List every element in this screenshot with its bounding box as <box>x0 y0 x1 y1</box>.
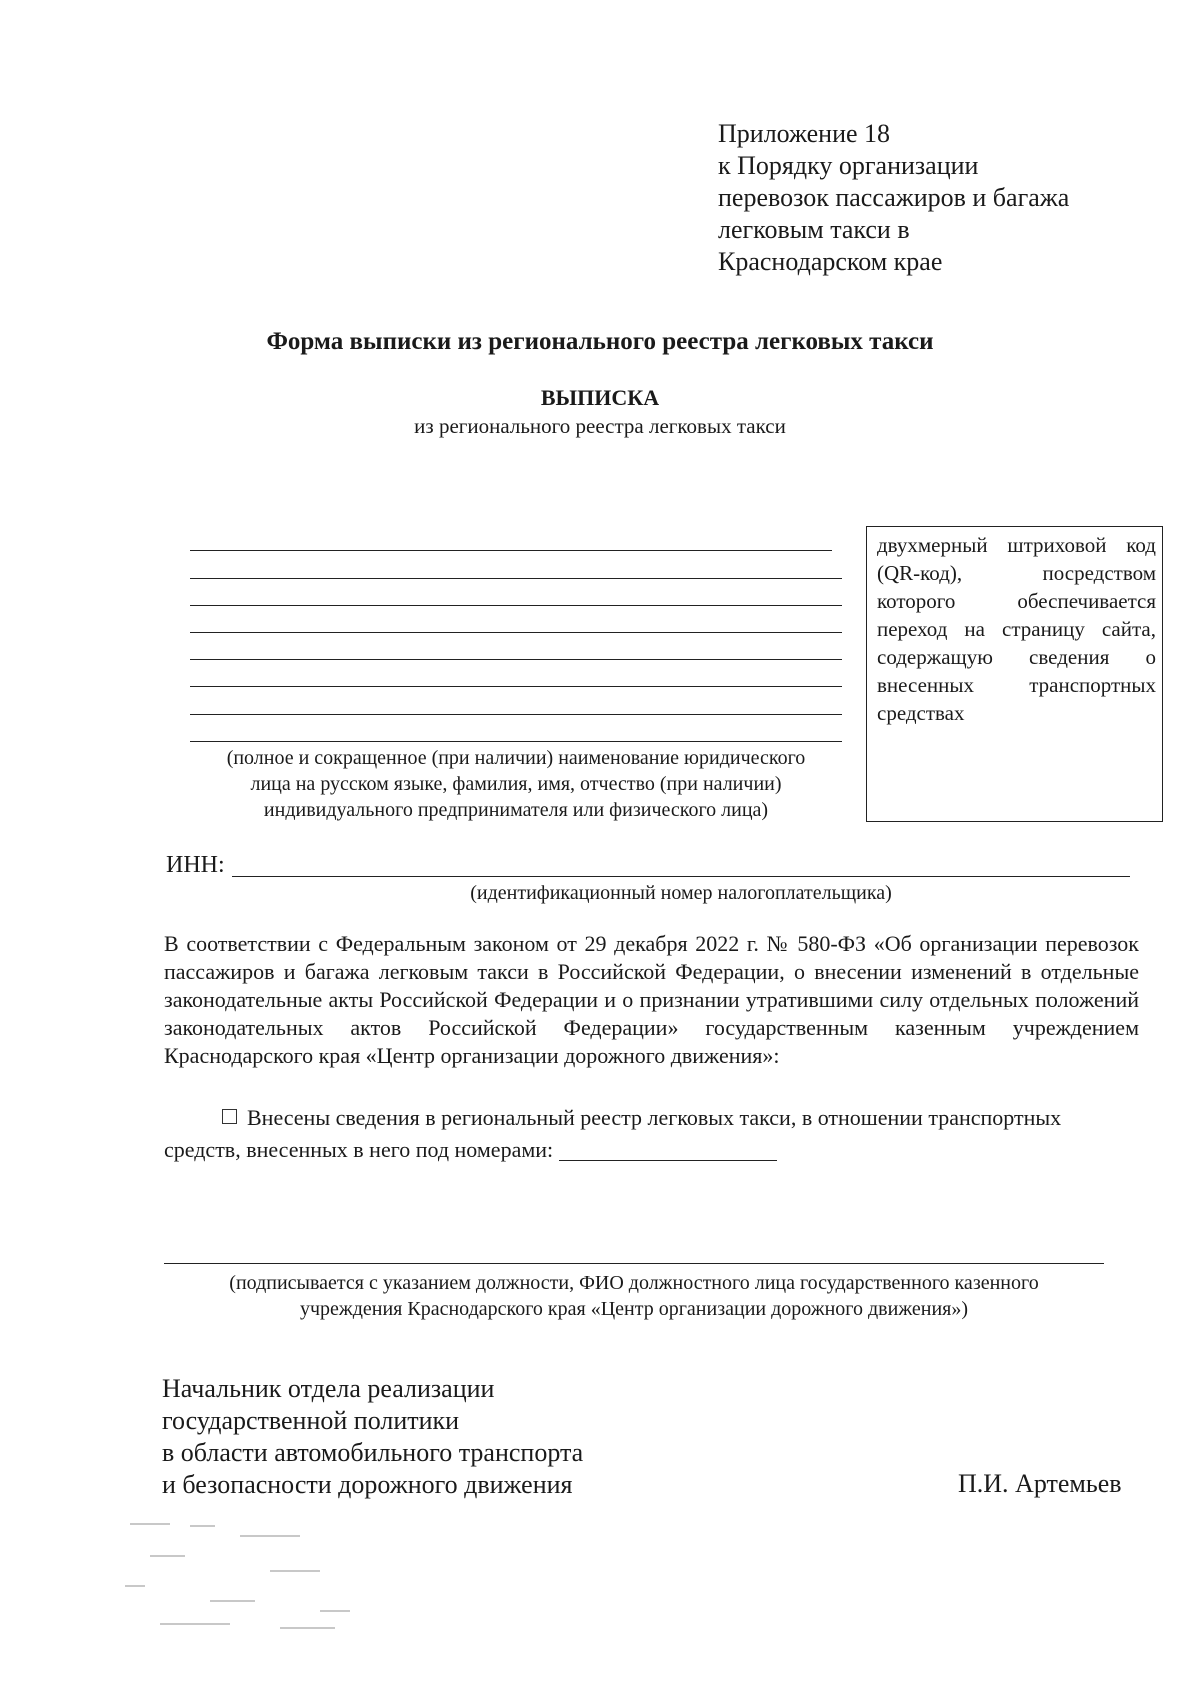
blank-line <box>190 605 842 606</box>
registry-entry-statement <box>164 1102 1139 1166</box>
caption-line: лица на русском языке, фамилия, имя, отчество (при наличии) <box>250 773 782 795</box>
blank-line <box>190 659 842 660</box>
appendix-line: перевозок пассажиров и багажа <box>718 183 1070 212</box>
legal-basis-paragraph: В соответствии с Федеральным законом от 29 декабря 2022 г. № 580-ФЗ «Об организации перевозок пассажиров и багажа легковым такси в Российской Федерации, о внесении изменений в отдельные законодательные акты Российской Федерации и о признании утратившими силу отдельных положений законодательных актов Российской Федерации» государственным казенным учреждением Краснодарского края «Центр организации дорожного движения»: <box>164 931 1139 1068</box>
vehicle-numbers-field[interactable] <box>559 1138 777 1161</box>
signature-line[interactable] <box>164 1263 1104 1264</box>
qr-code-box <box>866 526 1163 822</box>
inn-caption: (идентификационный номер налогоплательщика) <box>470 882 892 904</box>
blank-line <box>190 741 842 742</box>
inn-label: ИНН: <box>166 852 225 878</box>
blank-line <box>190 686 842 687</box>
appendix-line: Приложение 18 <box>718 119 891 148</box>
qr-code-description: двухмерный штриховой код (QR-код), посредством которого обеспечивается переход на страницу сайта, содержащую сведения о внесенных транспортных средствах <box>877 533 1156 725</box>
extract-title: ВЫПИСКА <box>540 385 660 410</box>
position-line: и безопасности дорожного движения <box>162 1470 573 1499</box>
inn-field[interactable] <box>232 876 1130 877</box>
registry-entry-checkbox[interactable] <box>222 1109 237 1124</box>
blank-line <box>190 714 842 715</box>
form-title: Форма выписки из регионального реестра легковых такси <box>266 328 934 355</box>
organization-name-caption <box>182 745 850 823</box>
caption-line: учреждения Краснодарского края «Центр организации дорожного движения») <box>299 1298 969 1320</box>
caption-line: (подписывается с указанием должности, ФИО должностного лица государственного казенного <box>229 1272 1039 1294</box>
signer-position <box>162 1373 583 1501</box>
signer-name: П.И. Артемьев <box>958 1469 1122 1498</box>
appendix-line: легковым такси в <box>718 215 910 244</box>
blank-line <box>190 550 832 551</box>
appendix-header <box>718 118 1069 278</box>
appendix-line: Краснодарском крае <box>718 247 943 276</box>
blank-line <box>190 578 842 579</box>
position-line: в области автомобильного транспорта <box>162 1438 584 1467</box>
extract-subtitle: из регионального реестра легковых такси <box>414 414 786 438</box>
caption-line: (полное и сокращенное (при наличии) наименование юридического <box>226 747 806 769</box>
caption-line: индивидуального предпринимателя или физического лица) <box>263 799 769 821</box>
appendix-line: к Порядку организации <box>718 151 979 180</box>
registry-entry-text: Внесены сведения в региональный реестр легковых такси, в отношении транспортных средств, внесенных в него под номерами: <box>164 1105 1062 1162</box>
position-line: государственной политики <box>162 1406 460 1435</box>
signature-caption <box>164 1270 1104 1322</box>
scan-noise <box>120 1515 420 1645</box>
position-line: Начальник отдела реализации <box>162 1374 495 1403</box>
blank-line <box>190 632 842 633</box>
